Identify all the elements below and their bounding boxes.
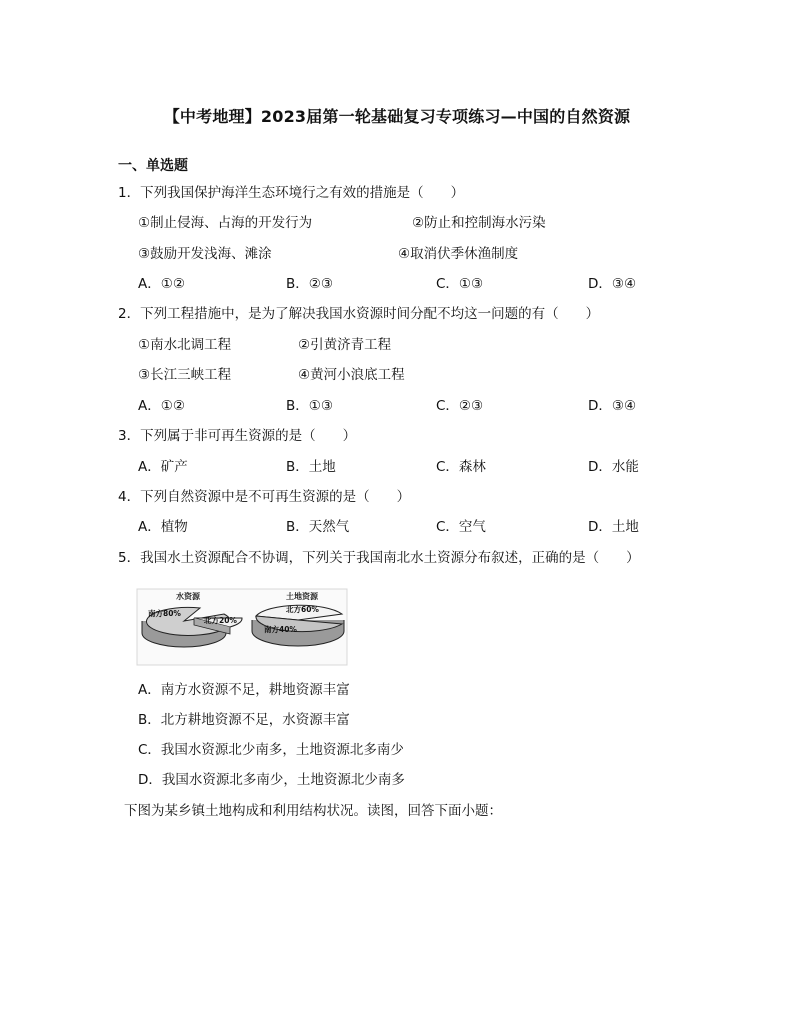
q4-option-a[interactable]: A．植物 [138, 519, 188, 535]
question-5-stem: 5．我国水土资源配合不协调，下列关于我国南北水土资源分布叙述，正确的是（ ） [118, 550, 640, 566]
question-2-stem: 2．下列工程措施中，是为了解决我国水资源时间分配不均这一问题的有（ ） [118, 306, 600, 322]
q5-option-a[interactable]: A．南方水资源不足，耕地资源丰富 [138, 682, 350, 698]
q3-option-c[interactable]: C．森林 [436, 459, 486, 475]
q4-option-b[interactable]: B．天然气 [286, 519, 350, 535]
q3-option-b[interactable]: B．土地 [286, 459, 336, 475]
section-heading: 一、单选题 [118, 158, 188, 174]
water-land-pie-figure [136, 588, 348, 666]
q4-option-d[interactable]: D．土地 [588, 519, 639, 535]
land-south-label: 南方40% [264, 625, 297, 634]
water-north-label: 北方20% [204, 616, 237, 625]
q2-option-b[interactable]: B．①③ [286, 398, 333, 414]
question-3-stem: 3．下列属于非可再生资源的是（ ） [118, 428, 357, 444]
q2-item-1: ①南水北调工程 [138, 337, 232, 353]
question-1-stem: 1．下列我国保护海洋生态环境行之有效的措施是（ ） [118, 185, 465, 201]
q2-option-c[interactable]: C．②③ [436, 398, 484, 414]
q2-item-4: ④黄河小浪底工程 [298, 367, 405, 383]
q2-option-d[interactable]: D．③④ [588, 398, 637, 414]
water-title-label: 水资源 [176, 592, 200, 601]
q2-item-2: ②引黄济青工程 [298, 337, 392, 353]
q1-item-4: ④取消伏季休渔制度 [398, 246, 519, 262]
q1-option-a[interactable]: A．①② [138, 276, 185, 292]
question-6-intro: 下图为某乡镇土地构成和利用结构状况。读图，回答下面小题： [124, 803, 502, 819]
q1-item-3: ③鼓励开发浅海、滩涂 [138, 246, 272, 262]
q2-item-3: ③长江三峡工程 [138, 367, 232, 383]
land-north-label: 北方60% [286, 605, 319, 614]
q1-option-c[interactable]: C．①③ [436, 276, 484, 292]
water-south-label: 南方80% [148, 609, 181, 618]
q5-option-d[interactable]: D．我国水资源北多南少，土地资源北少南多 [138, 772, 405, 788]
land-title-label: 土地资源 [286, 592, 318, 601]
q1-item-2: ②防止和控制海水污染 [412, 215, 546, 231]
q5-option-b[interactable]: B．北方耕地资源不足，水资源丰富 [138, 712, 350, 728]
q2-option-a[interactable]: A．①② [138, 398, 185, 414]
q3-option-d[interactable]: D．水能 [588, 459, 639, 475]
q3-option-a[interactable]: A．矿产 [138, 459, 188, 475]
document-title: 【中考地理】2023届第一轮基础复习专项练习—中国的自然资源 [163, 107, 631, 126]
question-4-stem: 4．下列自然资源中是不可再生资源的是（ ） [118, 489, 411, 505]
q5-option-c[interactable]: C．我国水资源北少南多，土地资源北多南少 [138, 742, 404, 758]
q1-option-d[interactable]: D．③④ [588, 276, 637, 292]
q4-option-c[interactable]: C．空气 [436, 519, 486, 535]
q1-option-b[interactable]: B．②③ [286, 276, 333, 292]
q1-item-1: ①制止侵海、占海的开发行为 [138, 215, 313, 231]
